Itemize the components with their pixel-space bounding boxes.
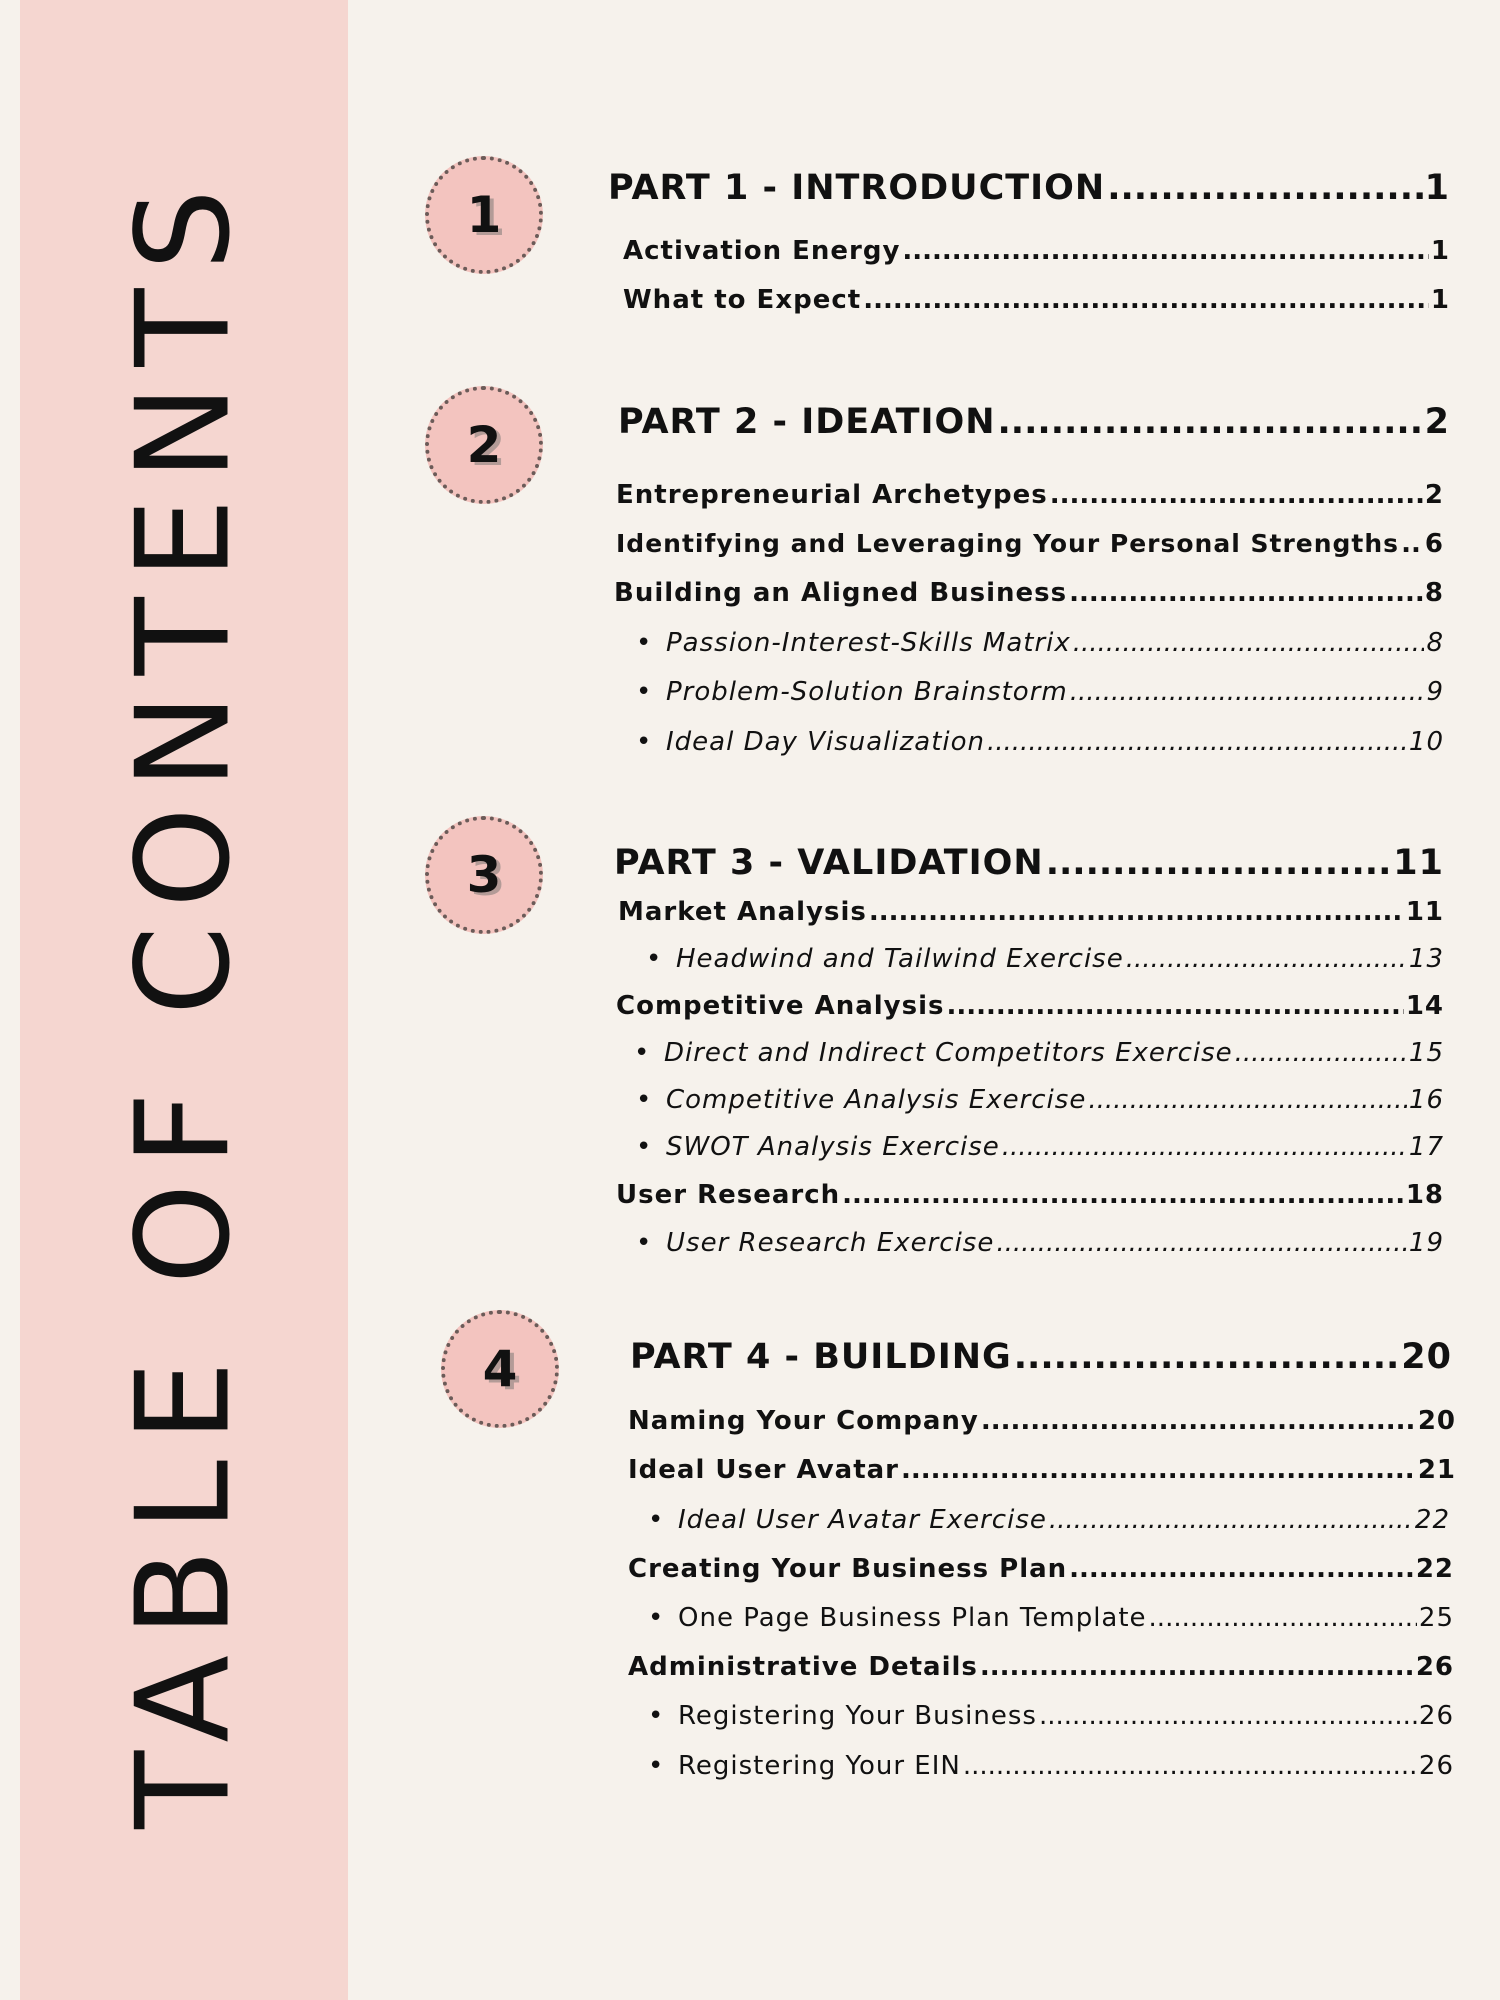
toc-page-number: 2 — [1424, 480, 1444, 510]
toc-subentry[interactable] — [636, 1085, 1444, 1115]
toc-subentry-label: • Registering Your Business — [648, 1701, 1037, 1731]
toc-page-number: 8 — [1424, 578, 1444, 608]
toc-page-number: 26 — [1418, 1751, 1454, 1781]
toc-page-number: 1 — [1430, 236, 1450, 266]
toc-page-number: 20 — [1417, 1406, 1456, 1436]
toc-subentry[interactable] — [636, 944, 1444, 974]
toc-subentry-label: • Problem-Solution Brainstorm — [636, 677, 1068, 707]
toc-subentry-label: • SWOT Analysis Exercise — [636, 1132, 1000, 1162]
toc-entry-label: Naming Your Company — [628, 1406, 979, 1436]
toc-page-number: 18 — [1405, 1180, 1444, 1210]
section-number: 1 — [466, 186, 502, 244]
toc-part-label: PART 4 - BUILDING — [630, 1337, 1012, 1377]
toc-part-heading[interactable] — [608, 168, 1450, 208]
toc-subentry[interactable] — [636, 727, 1444, 757]
toc-page-number: 1 — [1424, 168, 1450, 208]
toc-entry-label: Creating Your Business Plan — [628, 1554, 1068, 1584]
toc-page-number: 22 — [1414, 1505, 1450, 1535]
toc-page-number: 21 — [1417, 1455, 1456, 1485]
toc-entry-label: Administrative Details — [628, 1652, 978, 1682]
toc-entry-label: Competitive Analysis — [616, 991, 945, 1021]
section-number-badge — [425, 816, 543, 934]
toc-entry[interactable] — [616, 480, 1444, 510]
toc-part-page: 20 — [1401, 1337, 1452, 1377]
toc-part-label: PART 3 - VALIDATION — [614, 843, 1044, 883]
toc-entry[interactable] — [628, 1406, 1456, 1436]
toc-part-page: 11 — [1393, 843, 1444, 883]
toc-part-label: PART 2 - IDEATION — [618, 402, 996, 442]
section-number-badge — [425, 386, 543, 504]
toc-page-number: 22 — [1415, 1554, 1454, 1584]
sidebar — [20, 0, 348, 2000]
section-number-badge — [425, 156, 543, 274]
toc-page-number: 11 — [1405, 897, 1444, 927]
section-number: 2 — [466, 416, 502, 474]
toc-subentry-label: • Registering Your EIN — [648, 1751, 961, 1781]
toc-entry-label: Ideal User Avatar — [628, 1455, 900, 1485]
toc-page-number: 19 — [1408, 1228, 1444, 1258]
toc-page-number: 15 — [1408, 1038, 1444, 1068]
toc-entry[interactable] — [628, 1554, 1454, 1584]
toc-subentry[interactable] — [636, 628, 1444, 658]
sidebar-title: TABLE OF CONTENTS — [109, 171, 259, 1829]
toc-part-heading[interactable] — [630, 1337, 1452, 1377]
toc-subentry-label: • Headwind and Tailwind Exercise — [636, 944, 1124, 974]
toc-entry[interactable] — [616, 991, 1444, 1021]
toc-page-number: 26 — [1415, 1652, 1454, 1682]
toc-subentry-label: • Passion-Interest-Skills Matrix — [636, 628, 1071, 658]
toc-entry[interactable] — [628, 1652, 1454, 1682]
toc-subentry[interactable] — [636, 677, 1444, 707]
toc-entry[interactable] — [616, 529, 1444, 559]
toc-subentry[interactable] — [648, 1751, 1454, 1781]
toc-subentry-label: • Ideal Day Visualization — [636, 727, 985, 757]
toc-page-number: 13 — [1408, 944, 1444, 974]
toc-entry[interactable] — [616, 1180, 1444, 1210]
toc-entry[interactable] — [628, 1455, 1456, 1485]
toc-subentry-label: • User Research Exercise — [636, 1228, 994, 1258]
toc-entry-label: Market Analysis — [618, 897, 867, 927]
toc-subentry-label: • Competitive Analysis Exercise — [636, 1085, 1086, 1115]
toc-subentry-label: • Direct and Indirect Competitors Exercise — [634, 1038, 1233, 1068]
toc-entry[interactable] — [623, 285, 1450, 315]
toc-page-number: 14 — [1405, 991, 1444, 1021]
toc-subentry[interactable] — [636, 1228, 1444, 1258]
toc-page-number: 1 — [1430, 285, 1450, 315]
toc-page-number: 25 — [1418, 1603, 1454, 1633]
toc-subentry-label: • One Page Business Plan Template — [648, 1603, 1147, 1633]
toc-subentry[interactable] — [648, 1505, 1450, 1535]
toc-entry[interactable] — [614, 578, 1444, 608]
toc-entry-label: User Research — [616, 1180, 841, 1210]
toc-page-number: 10 — [1408, 727, 1444, 757]
section-number: 3 — [466, 846, 502, 904]
toc-entry-label: Building an Aligned Business — [614, 578, 1068, 608]
toc-subentry-label: • Ideal User Avatar Exercise — [648, 1505, 1047, 1535]
toc-subentry[interactable] — [634, 1038, 1444, 1068]
toc-page-number: 17 — [1408, 1132, 1444, 1162]
toc-part-heading[interactable] — [618, 402, 1450, 442]
toc-entry-label: What to Expect — [623, 285, 862, 315]
toc-page-number: 9 — [1426, 677, 1444, 707]
toc-subentry[interactable] — [648, 1603, 1454, 1633]
toc-page-number: 16 — [1408, 1085, 1444, 1115]
toc-entry-label: Entrepreneurial Archetypes — [616, 480, 1048, 510]
toc-entry-label: Identifying and Leveraging Your Personal Strengths — [616, 529, 1400, 558]
toc-subentry[interactable] — [636, 1132, 1444, 1162]
section-number-badge — [441, 1310, 559, 1428]
toc-entry[interactable] — [623, 236, 1450, 266]
toc-page-number: 6 — [1424, 529, 1444, 559]
toc-part-page: 2 — [1424, 402, 1450, 442]
toc-entry[interactable] — [618, 897, 1444, 927]
toc-part-label: PART 1 - INTRODUCTION — [608, 168, 1106, 208]
toc-entry-label: Activation Energy — [623, 236, 901, 266]
toc-page-number: 26 — [1418, 1701, 1454, 1731]
toc-page-number: 8 — [1426, 628, 1444, 658]
toc-part-heading[interactable] — [614, 843, 1444, 883]
toc-subentry[interactable] — [648, 1701, 1454, 1731]
section-number: 4 — [482, 1340, 518, 1398]
